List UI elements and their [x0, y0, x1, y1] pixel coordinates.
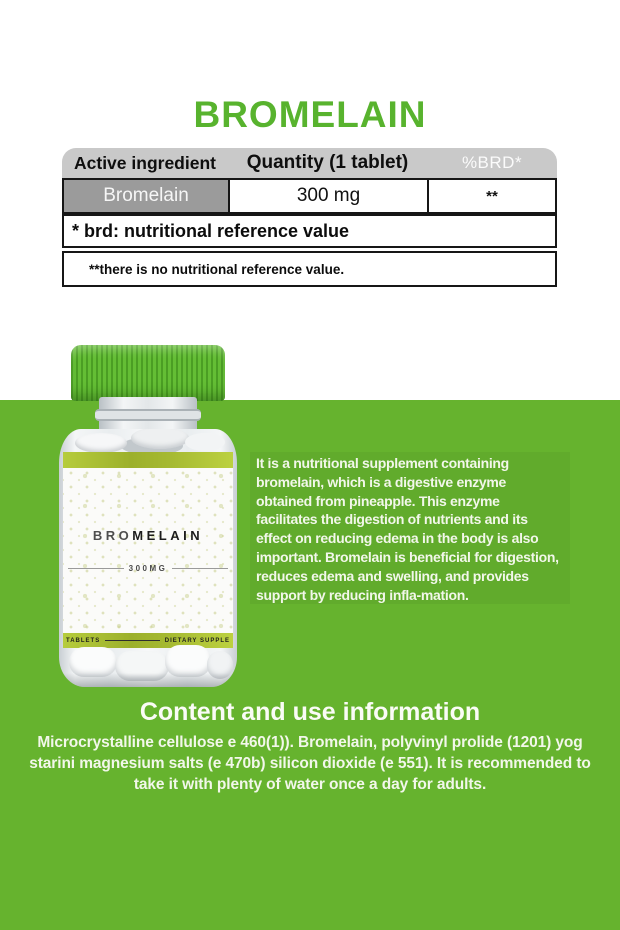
bottle-neck-ring: [95, 409, 201, 421]
product-bottle-image: [59, 345, 237, 687]
label-brand-light: BRO: [92, 528, 133, 543]
page-title: BROMELAIN: [193, 94, 427, 135]
label-brand-text: [63, 528, 233, 543]
content-use-heading: Content and use information: [139, 698, 481, 726]
bottle-body: [59, 429, 237, 687]
label-dose-text: 300MG: [128, 564, 168, 573]
tablet: [185, 433, 225, 451]
col-header-brd: %BRD*: [461, 153, 523, 172]
bottle-cap: [71, 345, 225, 401]
cell-brd-value: **: [486, 187, 498, 205]
dose-rule-left: [68, 568, 124, 569]
footnote-no-reference: **there is no nutritional reference value.: [62, 251, 557, 287]
col-header-active-ingredient: Active ingredient: [74, 152, 216, 173]
label-top-stripe: [63, 452, 233, 468]
table-row: [62, 178, 557, 214]
dose-rule-right: [172, 568, 228, 569]
bottle-label: [63, 452, 233, 648]
label-bottom-stripe: [63, 633, 233, 648]
label-tablets-text: TABLETS: [66, 637, 101, 644]
cell-quantity-value: 300 mg: [228, 180, 429, 212]
stripe-rule: [105, 640, 160, 641]
ingredient-table: [62, 148, 557, 287]
label-supplement-text: DIETARY SUPPLE: [164, 637, 230, 644]
description-text: It is a nutritional supplement containing bromelain, which is a digestive enzyme obtained from pineapple. This enzyme facilitates the digestion of nutrients and its effect on reducing edema in the body is also important. Bromelain is beneficial for digestion, reduces edema and swelling, and provides support by reducing infla-mation.: [256, 455, 559, 603]
content-use-text: Microcrystalline cellulose e 460(1)). Bromelain, polyvinyl prolide (1201) yog starini magnesium salts (e 470b) silicon dioxide (e 551). It is recommended to take it with plenty of water once a day for adults.: [29, 734, 591, 793]
label-brand-bold: MELAIN: [132, 528, 204, 543]
label-dose-row: [63, 564, 233, 573]
cell-ingredient-name: Bromelain: [64, 180, 228, 212]
tablet: [75, 433, 127, 453]
table-header-row: [62, 148, 557, 178]
bottle-base-shadow: [59, 673, 237, 687]
footnote-brd-definition: * brd: nutritional reference value: [62, 214, 557, 248]
col-header-quantity: Quantity (1 tablet): [246, 152, 409, 173]
